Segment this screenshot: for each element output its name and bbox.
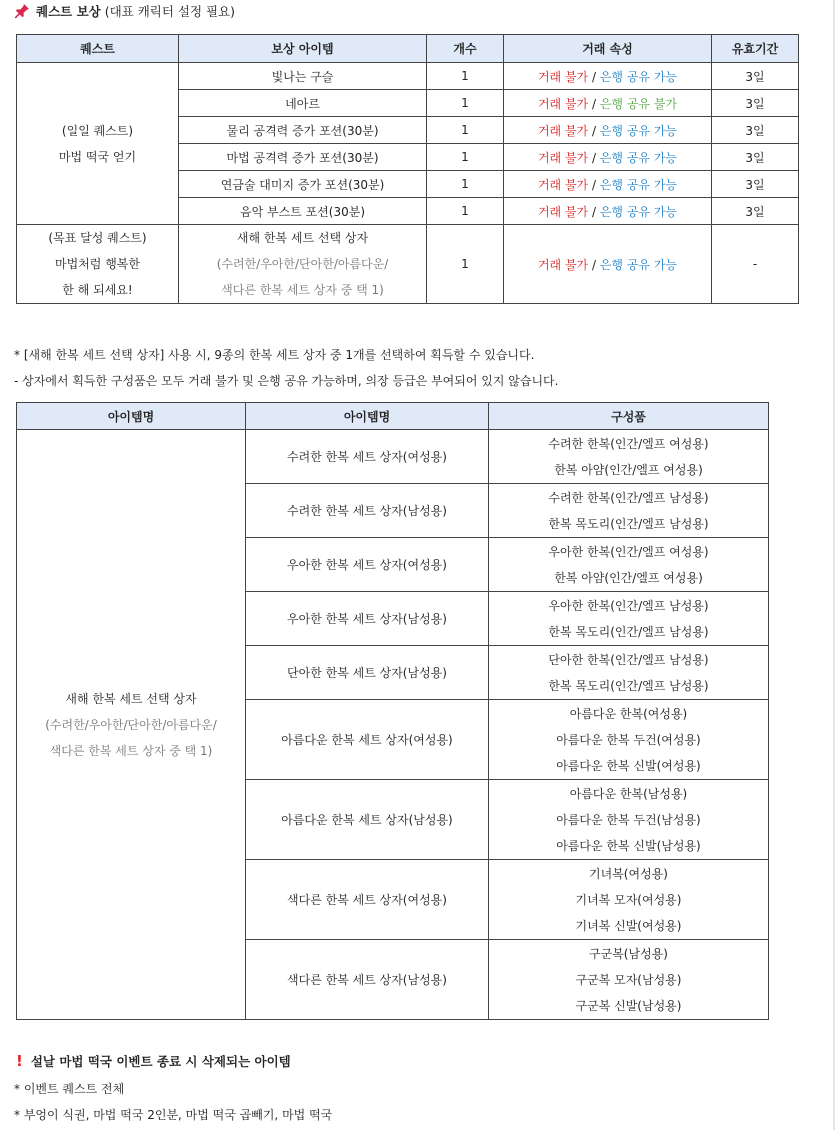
box-name-cell: 우아한 한복 세트 상자(남성용) bbox=[246, 592, 489, 646]
period-cell: 3일 bbox=[712, 90, 799, 117]
trade-sep: / bbox=[588, 150, 600, 165]
component-item: 기녀복 모자(여성용) bbox=[575, 892, 682, 907]
period-cell: 3일 bbox=[712, 144, 799, 171]
box-name-cell: 수려한 한복 세트 상자(남성용) bbox=[246, 484, 489, 538]
period-cell: - bbox=[712, 225, 799, 304]
pushpin-icon bbox=[14, 3, 30, 19]
trade-text: 거래 불가 bbox=[537, 257, 589, 272]
reward-item-cell: 네아르 bbox=[179, 90, 427, 117]
count-cell: 1 bbox=[427, 117, 504, 144]
bank-text: 은행 공유 가능 bbox=[599, 204, 678, 219]
box-name-cell: 색다른 한복 세트 상자(여성용) bbox=[246, 860, 489, 940]
components-cell bbox=[489, 780, 769, 860]
quest-reward-table bbox=[16, 34, 799, 304]
component-item: 아름다운 한복 두건(남성용) bbox=[556, 812, 701, 827]
selection-box-sub: 색다른 한복 세트 상자 중 택 1) bbox=[49, 743, 213, 758]
trade-attr-cell bbox=[504, 63, 712, 90]
count-cell: 1 bbox=[427, 225, 504, 304]
count-cell: 1 bbox=[427, 90, 504, 117]
period-cell: 3일 bbox=[712, 63, 799, 90]
bank-text: 은행 공유 가능 bbox=[599, 69, 678, 84]
period-cell: 3일 bbox=[712, 117, 799, 144]
bank-text: 은행 공유 가능 bbox=[599, 150, 678, 165]
note-line: * [새해 한복 세트 선택 상자] 사용 시, 9종의 한복 세트 상자 중 1개를 선택하여 획득할 수 있습니다. bbox=[14, 348, 535, 362]
component-item: 구군복 신발(남성용) bbox=[575, 998, 682, 1013]
header-item-name: 아이템명 bbox=[246, 403, 489, 430]
component-item: 기녀복 신발(여성용) bbox=[575, 918, 682, 933]
component-item: 아름다운 한복(여성용) bbox=[569, 706, 688, 721]
components-cell bbox=[489, 484, 769, 538]
reward-item-cell: 연금술 대미지 증가 포션(30분) bbox=[179, 171, 427, 198]
deleted-item-line: * 이벤트 퀘스트 전체 bbox=[14, 1082, 125, 1096]
reward-item-cell bbox=[179, 225, 427, 304]
count-cell: 1 bbox=[427, 63, 504, 90]
section-title-rest: (대표 캐릭터 설정 필요) bbox=[100, 4, 236, 19]
trade-attr-cell bbox=[504, 144, 712, 171]
component-item: 한복 목도리(인간/엘프 남성용) bbox=[548, 624, 709, 639]
component-item: 한복 목도리(인간/엘프 남성용) bbox=[548, 678, 709, 693]
components-cell bbox=[489, 940, 769, 1020]
component-item: 수려한 한복(인간/엘프 남성용) bbox=[548, 490, 709, 505]
bank-text: 은행 공유 가능 bbox=[599, 257, 678, 272]
component-item: 구군복 모자(남성용) bbox=[575, 972, 682, 987]
count-cell: 1 bbox=[427, 198, 504, 225]
selection-box-cell bbox=[17, 430, 246, 1020]
header-item-name: 아이템명 bbox=[17, 403, 246, 430]
section-title-bold: 퀘스트 보상 bbox=[36, 4, 101, 19]
component-item: 아름다운 한복(남성용) bbox=[569, 786, 688, 801]
trade-attr-cell bbox=[504, 117, 712, 144]
bank-text: 은행 공유 가능 bbox=[599, 177, 678, 192]
component-item: 한복 아얌(인간/엘프 여성용) bbox=[554, 462, 703, 477]
trade-text: 거래 불가 bbox=[537, 204, 589, 219]
header-count: 개수 bbox=[427, 35, 504, 63]
trade-attr-cell bbox=[504, 90, 712, 117]
reward-item-cell: 마법 공격력 증가 포션(30분) bbox=[179, 144, 427, 171]
trade-attr-cell bbox=[504, 198, 712, 225]
trade-sep: / bbox=[588, 69, 600, 84]
header-quest: 퀘스트 bbox=[17, 35, 179, 63]
reward-item-sub: (수려한/우아한/단아한/아름다운/ bbox=[216, 257, 389, 271]
reward-item-sub: 색다른 한복 세트 상자 중 택 1) bbox=[221, 283, 384, 297]
header-components: 구성품 bbox=[489, 403, 769, 430]
component-item: 아름다운 한복 신발(여성용) bbox=[556, 758, 701, 773]
table-row bbox=[17, 430, 769, 484]
section-title-deleted-items bbox=[16, 1052, 291, 1070]
period-cell: 3일 bbox=[712, 198, 799, 225]
component-item: 구군복(남성용) bbox=[589, 946, 668, 961]
trade-sep: / bbox=[588, 177, 600, 192]
table-row bbox=[17, 63, 799, 90]
component-item: 수려한 한복(인간/엘프 여성용) bbox=[548, 436, 709, 451]
component-item: 우아한 한복(인간/엘프 남성용) bbox=[548, 598, 709, 613]
exclamation-icon: ! bbox=[16, 1052, 23, 1070]
reward-item-cell: 음악 부스트 포션(30분) bbox=[179, 198, 427, 225]
box-name-cell: 우아한 한복 세트 상자(여성용) bbox=[246, 538, 489, 592]
note-line: - 상자에서 획득한 구성품은 모두 거래 불가 및 은행 공유 가능하며, 의장 등급은 부여되어 있지 않습니다. bbox=[14, 374, 559, 388]
trade-text: 거래 불가 bbox=[537, 150, 589, 165]
table-row bbox=[17, 225, 799, 304]
selection-box-main: 새해 한복 세트 선택 상자 bbox=[65, 691, 197, 706]
component-item: 한복 아얌(인간/엘프 여성용) bbox=[554, 570, 703, 585]
header-reward-item: 보상 아이템 bbox=[179, 35, 427, 63]
quest-name-line: 마법 떡국 얻기 bbox=[58, 149, 137, 164]
period-cell: 3일 bbox=[712, 171, 799, 198]
count-cell: 1 bbox=[427, 144, 504, 171]
section-title-quest-rewards bbox=[14, 2, 235, 20]
quest-name-cell bbox=[17, 63, 179, 225]
box-name-cell: 수려한 한복 세트 상자(여성용) bbox=[246, 430, 489, 484]
hanbok-box-table bbox=[16, 402, 769, 1020]
trade-attr-cell bbox=[504, 171, 712, 198]
table-header-row bbox=[17, 35, 799, 63]
component-item: 한복 목도리(인간/엘프 남성용) bbox=[548, 516, 709, 531]
trade-text: 거래 불가 bbox=[537, 123, 589, 138]
component-item: 우아한 한복(인간/엘프 여성용) bbox=[548, 544, 709, 559]
component-item: 기녀복(여성용) bbox=[589, 866, 668, 881]
trade-sep: / bbox=[588, 257, 600, 272]
box-name-cell: 색다른 한복 세트 상자(남성용) bbox=[246, 940, 489, 1020]
trade-text: 거래 불가 bbox=[537, 177, 589, 192]
quest-name-line: 한 해 되세요! bbox=[62, 283, 133, 297]
bank-text: 은행 공유 불가 bbox=[599, 96, 678, 111]
trade-text: 거래 불가 bbox=[537, 69, 589, 84]
trade-sep: / bbox=[588, 204, 600, 219]
bank-text: 은행 공유 가능 bbox=[599, 123, 678, 138]
section-title-text: 설날 마법 떡국 이벤트 종료 시 삭제되는 아이템 bbox=[30, 1054, 291, 1069]
reward-item-cell: 빛나는 구슬 bbox=[179, 63, 427, 90]
box-name-cell: 아름다운 한복 세트 상자(남성용) bbox=[246, 780, 489, 860]
trade-sep: / bbox=[588, 96, 600, 111]
box-name-cell: 단아한 한복 세트 상자(남성용) bbox=[246, 646, 489, 700]
quest-name-line: 마법처럼 행복한 bbox=[55, 257, 140, 271]
components-cell bbox=[489, 538, 769, 592]
component-item: 단아한 한복(인간/엘프 남성용) bbox=[548, 652, 709, 667]
table-header-row bbox=[17, 403, 769, 430]
quest-name-line: (목표 달성 퀘스트) bbox=[48, 231, 147, 245]
quest-name-cell bbox=[17, 225, 179, 304]
selection-box-sub: (수려한/우아한/단아한/아름다운/ bbox=[45, 717, 217, 732]
header-period: 유효기간 bbox=[712, 35, 799, 63]
reward-item-main: 새해 한복 세트 선택 상자 bbox=[236, 231, 369, 245]
components-cell bbox=[489, 700, 769, 780]
quest-name-line: (일일 퀘스트) bbox=[61, 123, 134, 138]
components-cell bbox=[489, 860, 769, 940]
components-cell bbox=[489, 646, 769, 700]
components-cell bbox=[489, 592, 769, 646]
component-item: 아름다운 한복 신발(남성용) bbox=[556, 838, 701, 853]
trade-attr-cell bbox=[504, 225, 712, 304]
trade-sep: / bbox=[588, 123, 600, 138]
reward-item-cell: 물리 공격력 증가 포션(30분) bbox=[179, 117, 427, 144]
components-cell bbox=[489, 430, 769, 484]
deleted-item-line: * 부엉이 식권, 마법 떡국 2인분, 마법 떡국 곱빼기, 마법 떡국 bbox=[14, 1108, 333, 1122]
box-name-cell: 아름다운 한복 세트 상자(여성용) bbox=[246, 700, 489, 780]
trade-text: 거래 불가 bbox=[537, 96, 589, 111]
count-cell: 1 bbox=[427, 171, 504, 198]
header-trade-attr: 거래 속성 bbox=[504, 35, 712, 63]
component-item: 아름다운 한복 두건(여성용) bbox=[556, 732, 701, 747]
